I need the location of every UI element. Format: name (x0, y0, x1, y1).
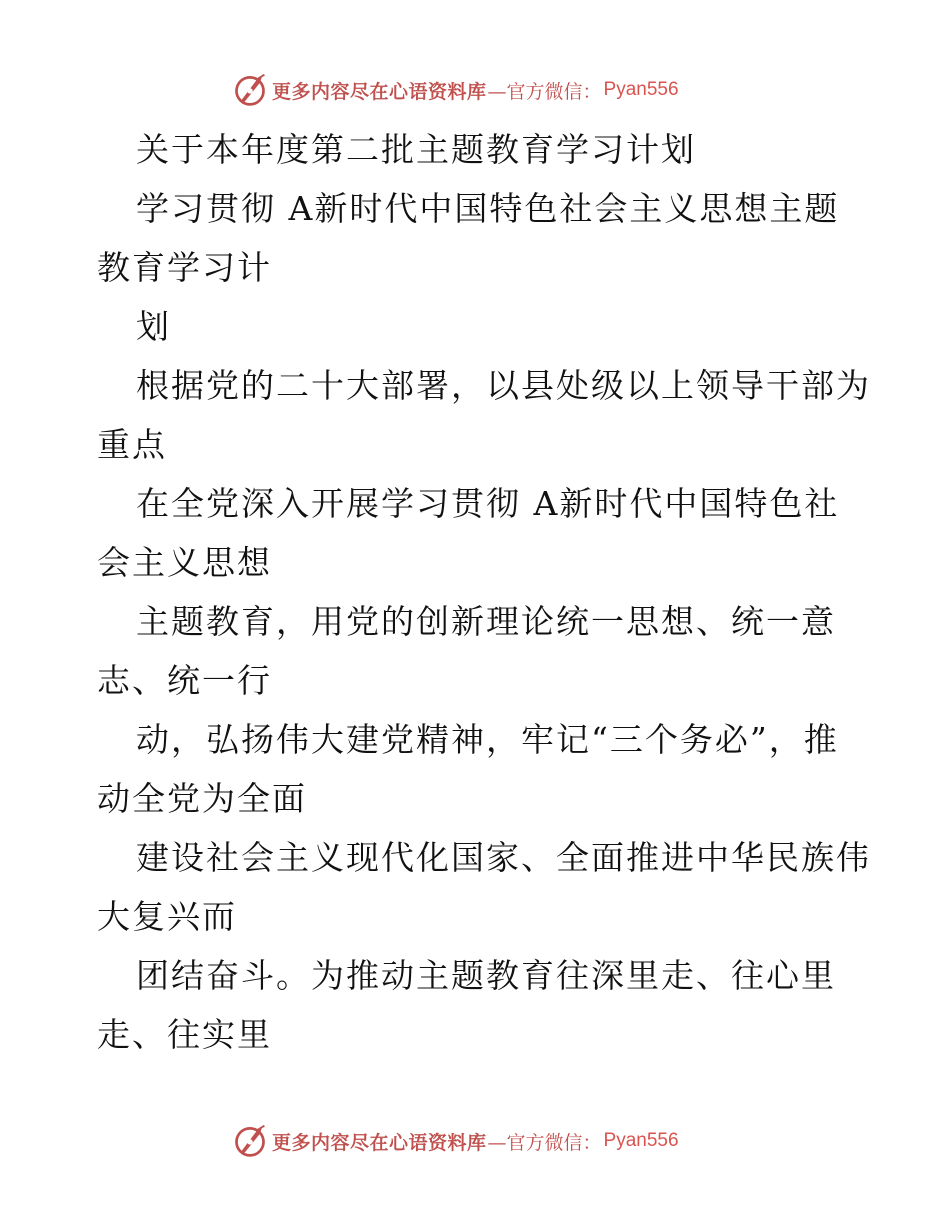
watermark-separator: —官方微信： (487, 80, 602, 103)
text-line: 根据党的二十大部署，以县处级以上领导干部为 (136, 366, 871, 405)
text-line: 学习贯彻 A新时代中国特色社会主义思想主题 (136, 189, 840, 228)
document-title: 关于本年度第二批主题教育学习计划 (136, 130, 696, 169)
text-line: 建设社会主义现代化国家、全面推进中华民族伟 (136, 838, 871, 877)
text-line: 志、统一行 (97, 661, 272, 700)
text-line: 动，弘扬伟大建党精神，牢记“三个务必”，推 (136, 720, 839, 759)
watermark-separator: —官方微信： (487, 1131, 602, 1154)
watermark-wechat-id: Pyan556 (603, 1130, 679, 1151)
text-line: 团结奋斗。为推动主题教育往深里走、往心里 (136, 956, 836, 995)
text-line: 会主义思想 (97, 543, 272, 582)
text-line: 走、往实里 (97, 1015, 272, 1054)
watermark-text: 更多内容尽在心语资料库 (272, 1131, 487, 1154)
footer-watermark (232, 1121, 679, 1161)
header-watermark (232, 70, 679, 110)
text-line: 重点 (97, 425, 167, 464)
text-line: 在全党深入开展学习贯彻 A新时代中国特色社 (136, 484, 840, 523)
watermark-wechat-id: Pyan556 (603, 79, 679, 100)
watermark-text: 更多内容尽在心语资料库 (272, 80, 487, 103)
quill-pen-logo-icon (232, 72, 268, 108)
quill-pen-logo-icon (232, 1123, 268, 1159)
text-line: 教育学习计 (97, 248, 272, 287)
text-line: 动全党为全面 (97, 779, 307, 818)
document-body (97, 120, 871, 1064)
text-line: 大复兴而 (97, 897, 237, 936)
text-line: 主题教育，用党的创新理论统一思想、统一意 (136, 602, 836, 641)
text-line: 划 (136, 307, 171, 346)
